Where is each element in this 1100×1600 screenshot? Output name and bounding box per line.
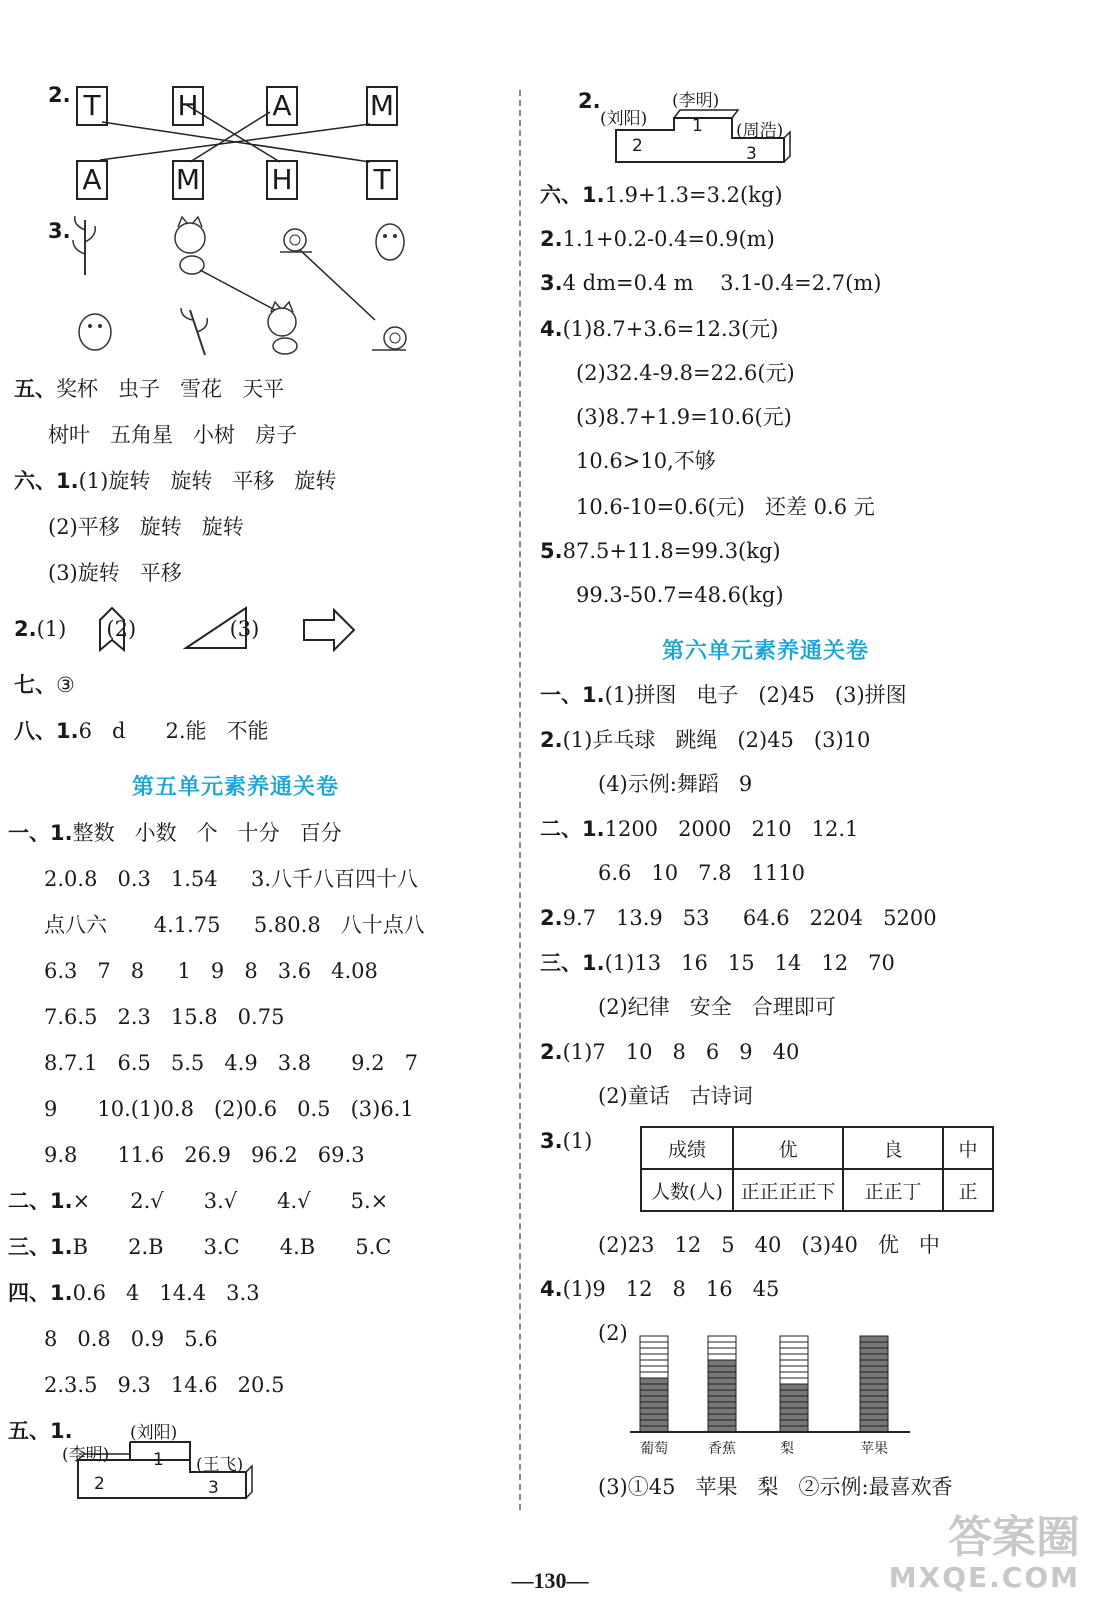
question-label: 2. — [540, 1039, 563, 1064]
bar-segment — [640, 1354, 668, 1360]
bar-segment — [780, 1390, 808, 1396]
bar-segment — [640, 1372, 668, 1378]
answer-text: 9.8 11.6 26.9 96.2 69.3 — [44, 1143, 365, 1167]
bar-segment — [640, 1414, 668, 1420]
answer-line — [540, 224, 775, 254]
bar-segment — [708, 1402, 736, 1408]
answer-text: (1)拼图 电子 (2)45 (3)拼图 — [604, 683, 907, 707]
podium-right-second: (刘阳) — [600, 109, 648, 129]
question-label: 五、 — [14, 377, 56, 401]
answer-text: 整数 小数 个 十分 百分 — [72, 821, 342, 845]
answer-line — [44, 1324, 218, 1354]
letter-card: M — [172, 160, 204, 200]
answer-text: (2)平移 旋转 旋转 — [48, 515, 244, 539]
tally-cell: 正正丁 — [843, 1169, 943, 1211]
answer-line — [8, 1278, 260, 1308]
answer-text: (2)童话 古诗词 — [598, 1084, 753, 1109]
answer-line — [540, 1126, 592, 1156]
answer-text: (3)8.7+1.9=10.6(元) — [576, 405, 792, 429]
shape-answers — [98, 606, 368, 656]
answer-text: (1)8.7+3.6=12.3(元) — [562, 317, 779, 341]
letter-card: H — [266, 160, 298, 200]
bar-segment — [708, 1390, 736, 1396]
q2-number: 2. — [48, 83, 71, 107]
podium-left-third: (王飞) — [196, 1455, 244, 1475]
answer-line — [540, 948, 895, 978]
bar-segment — [640, 1420, 668, 1426]
letter-card: A — [266, 86, 298, 126]
question-label: 4. — [540, 1277, 563, 1301]
cat-icon — [175, 217, 205, 274]
answer-text: 点八六 4.1.75 5.80.8 八十点八 — [44, 913, 425, 937]
answer-line — [8, 818, 342, 848]
bar-category-label: 香蕉 — [708, 1441, 736, 1457]
tally-header-cell: 中 — [943, 1127, 993, 1169]
question-label: 八、1. — [14, 719, 79, 743]
answer-line — [598, 769, 752, 799]
bar-segment — [708, 1372, 736, 1378]
bar-segment — [780, 1408, 808, 1414]
column-divider — [519, 90, 521, 1510]
penguin-icon-2 — [79, 314, 111, 350]
answer-line — [44, 1002, 284, 1032]
bar-segment — [780, 1342, 808, 1348]
plant-icon — [73, 216, 95, 275]
tally-bar-chart — [630, 1320, 910, 1440]
unit5-heading: 第五单元素养通关卷 — [132, 775, 340, 800]
question-label: 六、1. — [540, 183, 605, 207]
answer-text: 1.9+1.3=3.2(kg) — [604, 183, 783, 207]
answer-line — [44, 1370, 284, 1400]
answer-line — [540, 180, 783, 210]
bar-segment — [780, 1414, 808, 1420]
answer-line — [576, 580, 784, 610]
question-label: 2. — [14, 617, 37, 641]
answer-line — [14, 716, 269, 746]
question-label: 3. — [540, 271, 563, 295]
answer-text: (2)23 12 5 40 (3)40 优 中 — [598, 1233, 940, 1257]
question-label: 一、1. — [540, 683, 605, 707]
answer-text: B 2.B 3.C 4.B 5.C — [72, 1235, 392, 1259]
answer-text: 9.7 13.9 53 64.6 2204 5200 — [562, 906, 937, 930]
letter-card: A — [76, 160, 108, 200]
letter-card: M — [366, 86, 398, 126]
answer-line — [44, 910, 425, 940]
bar-segment — [708, 1366, 736, 1372]
question-label: 2. — [540, 727, 563, 752]
answer-line — [540, 268, 881, 298]
answer-text: 4 dm=0.4 m 3.1-0.4=2.7(m) — [562, 271, 882, 295]
bar-segment — [860, 1354, 888, 1360]
podium-left-first: (刘阳) — [130, 1423, 178, 1443]
answer-line — [598, 1230, 940, 1260]
answer-text: (2)32.4-9.8=22.6(元) — [576, 361, 795, 385]
bar-segment — [640, 1384, 668, 1390]
tally-data-row — [641, 1169, 993, 1211]
bar-segment — [860, 1360, 888, 1366]
answer-text: 6 d 2.能 不能 — [78, 719, 269, 743]
watermark-logo — [888, 1512, 1080, 1598]
answer-line — [540, 725, 870, 755]
answer-line — [14, 374, 284, 404]
bar-segment — [708, 1414, 736, 1420]
answer-line — [540, 314, 778, 344]
bar-segment — [640, 1336, 668, 1342]
bar-segment — [780, 1420, 808, 1426]
cat-icon-2 — [268, 302, 297, 354]
bar-segment — [860, 1420, 888, 1426]
unit6-heading: 第六单元素养通关卷 — [662, 639, 870, 664]
question-label: 二、1. — [540, 816, 605, 841]
answer-text: 2.3.5 9.3 14.6 20.5 — [44, 1373, 285, 1397]
question-label: 2. — [540, 906, 563, 930]
podium-left-digit-1: 1 — [153, 1450, 164, 1470]
bar-segment — [640, 1366, 668, 1372]
bar-segment — [708, 1342, 736, 1348]
answer-text: (3)①45 苹果 梨 ②示例:最喜欢香 — [598, 1475, 953, 1499]
tally-header-cell: 成绩 — [641, 1127, 733, 1169]
bar-segment — [708, 1360, 736, 1366]
tally-header-row — [641, 1127, 993, 1169]
podium-right-digit-3: 3 — [746, 144, 757, 164]
podium-right-digit-1: 1 — [692, 116, 703, 136]
bar-segment — [780, 1402, 808, 1408]
answer-text: (2)纪律 安全 合理即可 — [598, 995, 836, 1020]
answer-text: ③ — [56, 673, 75, 697]
bar-segment — [780, 1354, 808, 1360]
answer-text: (1) (2) (3) — [36, 617, 260, 641]
answer-text: 87.5+11.8=99.3(kg) — [562, 539, 781, 563]
podium-right-third: (周浩) — [736, 121, 784, 141]
bar-segment — [708, 1348, 736, 1354]
bar-segment — [708, 1384, 736, 1390]
answer-line — [576, 402, 792, 432]
bar-segment — [860, 1336, 888, 1342]
answer-line — [44, 1048, 418, 1078]
snail-icon-2 — [372, 327, 406, 350]
bar-segment — [640, 1396, 668, 1402]
arrow-shape-icon — [304, 610, 354, 650]
answer-line — [44, 1140, 365, 1170]
answer-text: (3)旋转 平移 — [48, 561, 182, 585]
bar-segment — [860, 1384, 888, 1390]
answer-text: 0.6 4 14.4 3.3 — [72, 1281, 260, 1305]
answer-text: (2) — [598, 1321, 628, 1345]
watermark-bottom: MXQE.COM — [888, 1561, 1080, 1594]
answer-text: (1) — [562, 1129, 593, 1153]
pictogram-row — [60, 210, 460, 360]
answer-line — [44, 956, 378, 986]
podium-left-digit-2: 2 — [94, 1474, 105, 1494]
bar-segment — [860, 1408, 888, 1414]
answer-text: (1)7 10 8 6 9 40 — [562, 1039, 800, 1064]
answer-text: 7.6.5 2.3 15.8 0.75 — [44, 1005, 285, 1029]
answer-line — [8, 1232, 391, 1262]
bar-segment — [708, 1396, 736, 1402]
answer-line — [14, 670, 75, 700]
question-label: 四、1. — [8, 1281, 73, 1305]
answer-line — [598, 1081, 753, 1111]
answer-line — [44, 864, 418, 894]
answer-text: 10.6>10,不够 — [576, 449, 716, 473]
bar-segment — [640, 1348, 668, 1354]
answer-line — [576, 358, 795, 388]
bar-segment — [640, 1342, 668, 1348]
snail-icon — [280, 229, 312, 252]
podium-left-digit-3: 3 — [208, 1478, 219, 1498]
bar-segment — [640, 1408, 668, 1414]
answer-line — [540, 903, 937, 933]
answer-text: (1)乒乓球 跳绳 (2)45 (3)10 — [562, 727, 871, 752]
answer-text: (1)13 16 15 14 12 70 — [604, 950, 895, 975]
letter-card: T — [76, 86, 108, 126]
bar-segment — [780, 1366, 808, 1372]
answer-text: (1)旋转 旋转 平移 旋转 — [78, 469, 337, 493]
answer-text: 2.0.8 0.3 1.54 3.八千八百四十八 — [44, 867, 419, 891]
answer-line — [540, 536, 781, 566]
bar-segment — [780, 1360, 808, 1366]
letter-card: H — [172, 86, 204, 126]
tally-row-label: 人数(人) — [641, 1169, 733, 1211]
bar-segment — [860, 1396, 888, 1402]
question-label: 一、1. — [8, 821, 73, 845]
answer-text: 1200 2000 210 12.1 — [604, 816, 859, 841]
answer-text: 6.3 7 8 1 9 8 3.6 4.08 — [44, 959, 378, 983]
answer-text: 1.1+0.2-0.4=0.9(m) — [562, 227, 775, 251]
answer-line — [540, 1274, 779, 1304]
bar-segment — [860, 1402, 888, 1408]
answer-text: 8 0.8 0.9 5.6 — [44, 1327, 218, 1351]
answer-line — [598, 992, 836, 1022]
bar-segment — [780, 1384, 808, 1390]
tally-header-cell: 良 — [843, 1127, 943, 1169]
answer-line — [540, 680, 907, 710]
answer-text: 9 10.(1)0.8 (2)0.6 0.5 (3)6.1 — [44, 1097, 414, 1121]
bar-segment — [708, 1408, 736, 1414]
bar-segment — [860, 1366, 888, 1372]
answer-line — [576, 492, 875, 522]
question-label: 2. — [540, 227, 563, 251]
tally-cell: 正 — [943, 1169, 993, 1211]
bar-segment — [640, 1390, 668, 1396]
question-label: 三、1. — [8, 1235, 73, 1259]
triangle-shape-icon — [186, 608, 246, 648]
bar-category-label: 梨 — [780, 1441, 794, 1457]
question-label: 五、1. — [8, 1419, 73, 1443]
bar-category-label: 苹果 — [860, 1441, 888, 1457]
bar-segment — [860, 1342, 888, 1348]
bar-segment — [860, 1390, 888, 1396]
answer-text: 10.6-10=0.6(元) 还差 0.6 元 — [576, 495, 875, 519]
question-label: 三、1. — [540, 950, 605, 975]
answer-line — [576, 446, 716, 476]
bar-category-label: 葡萄 — [640, 1441, 668, 1457]
answer-line — [598, 1318, 628, 1348]
bar-segment — [860, 1372, 888, 1378]
bar-segment — [708, 1378, 736, 1384]
answer-line — [598, 858, 805, 888]
penguin-icon — [376, 224, 404, 260]
answer-line — [48, 512, 244, 542]
question-label: 二、1. — [8, 1189, 73, 1213]
answer-line — [8, 1186, 388, 1216]
answer-line — [48, 558, 182, 588]
answer-line — [540, 1037, 799, 1067]
answer-text: (1)9 12 8 16 45 — [562, 1277, 780, 1301]
tally-header-cell: 优 — [733, 1127, 843, 1169]
answer-text: 树叶 五角星 小树 房子 — [48, 423, 298, 447]
answer-line — [598, 1472, 953, 1502]
answer-text: 6.6 10 7.8 1110 — [598, 861, 806, 886]
bar-segment — [860, 1414, 888, 1420]
watermark-top: 答案圈 — [948, 1512, 1080, 1563]
bar-segment — [780, 1372, 808, 1378]
bar-segment — [780, 1378, 808, 1384]
q3-number: 3. — [48, 219, 71, 243]
tally-table — [640, 1126, 994, 1212]
answer-text: (4)示例:舞蹈 9 — [598, 772, 753, 797]
question-label: 六、1. — [14, 469, 79, 493]
tally-cell: 正正正正下 — [733, 1169, 843, 1211]
answer-line — [44, 1094, 414, 1124]
bar-segment — [780, 1348, 808, 1354]
question-label: 5. — [540, 539, 563, 563]
answer-text: × 2.√ 3.√ 4.√ 5.× — [72, 1189, 389, 1213]
plant-icon-2 — [181, 308, 207, 355]
right-q2-number: 2. — [578, 89, 601, 113]
bar-segment — [708, 1354, 736, 1360]
bookmark-shape-icon — [100, 608, 124, 650]
answer-line — [14, 466, 336, 496]
podium-left-second: (李明) — [62, 1445, 110, 1465]
answer-line — [540, 814, 858, 844]
question-label: 3. — [540, 1129, 563, 1153]
bar-segment — [780, 1396, 808, 1402]
answer-text: 8.7.1 6.5 5.5 4.9 3.8 9.2 7 — [44, 1051, 418, 1075]
letter-card: T — [366, 160, 398, 200]
answer-line — [48, 420, 297, 450]
question-label: 七、 — [14, 673, 56, 697]
bar-segment — [640, 1360, 668, 1366]
bar-segment — [708, 1336, 736, 1342]
bar-segment — [640, 1378, 668, 1384]
bar-segment — [860, 1378, 888, 1384]
bar-segment — [780, 1336, 808, 1342]
answer-text: 99.3-50.7=48.6(kg) — [576, 583, 784, 607]
bar-segment — [860, 1348, 888, 1354]
podium-right-digit-2: 2 — [632, 136, 643, 156]
question-label: 4. — [540, 317, 563, 341]
podium-right-first: (李明) — [672, 91, 720, 111]
answer-text: 奖杯 虫子 雪花 天平 — [56, 377, 285, 401]
page-number: —130— — [511, 1568, 589, 1593]
bar-segment — [708, 1420, 736, 1426]
bar-segment — [640, 1402, 668, 1408]
